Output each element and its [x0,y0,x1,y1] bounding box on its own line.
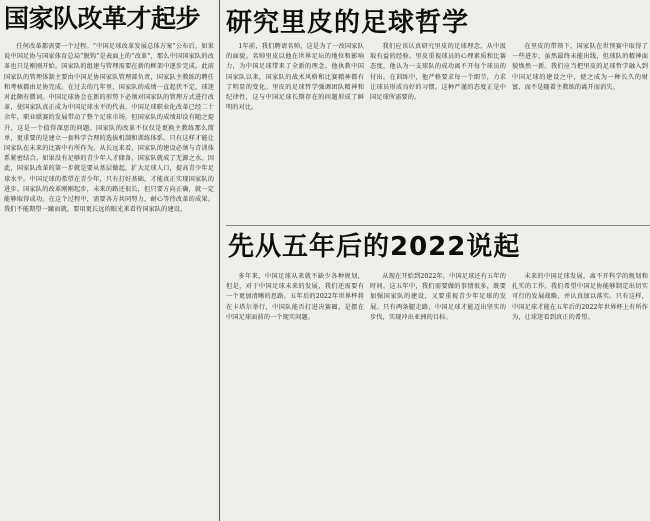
column-divider [219,0,220,521]
article-c-column-3 [512,272,648,521]
article-b-column-2 [370,42,506,222]
article-c-column-1 [226,272,364,521]
article-b-column-1 [226,42,364,222]
headline-national-team-reform: 国家队改革才起步 [4,4,201,33]
headline-2022-five-years: 先从五年后的2022说起 [228,232,521,262]
article-b-body-1: 1年前，我们聘请名帅，这是为了一改国家队的面貌。名帅里皮以他在世界足坛的地位和影响力，为中国足球带来了全新的理念。他执教中国国家队以来，国家队的战术风格和比赛精神都有了明显的变化。里皮的足球哲学强调团队精神和纪律性，这与中国足球长期存在的问题形成了鲜明的对比。 [226,43,364,112]
article-a-body: 任何改革都需要一个过程。“中国足球改革发展总体方案”公布后，如果说中国足协与国家体育总局“脱钩”是表面上的“改革”，那么中国国家队的改革也只是刚刚开始。国家队的组建与管理需要在新的框架中逐步完成。此前国家队的管理体制主要由中国足协国家队管理部负责，国家队主教练的聘任和考核都由足协完成。在过去的几年里，国家队的成绩一直起伏不定，球迷对此颇有微词。中国足球协会在新的形势下必须对国家队的管理方式进行改革，使国家队真正成为中国足球水平的代表。中国足球职业化改革已经二十余年，职业联赛的发展带动了整个足球市场，但国家队的成绩却没有随之提升，这是一个值得深思的问题。国家队的改革不仅仅是更换主教练那么简单，更重要的是建立一套科学合理的选拔机制和训练体系。只有这样才能让国家队在未来的比赛中有所作为。从长远来看，国家队的建设必须与青训体系紧密结合。如果没有足够的青少年人才储备，国家队就成了无源之水。因此，国家队改革的第一步就是要从基层做起，扩大足球人口，提高青少年足球水平。中国足球的希望在青少年，只有打好基础，才能真正实现国家队的进步。国家队的改革刚刚起步，未来的路还很长，但只要方向正确，就一定能够取得成功。在这个过程中，需要各方共同努力，耐心等待改革的成果。我们不能期望一蹴而就，要用更长远的眼光来看待国家队的建设。 [4,43,214,214]
article-b-column-3 [512,42,648,222]
article-a-column-1 [4,42,214,521]
article-c-column-2 [370,272,506,521]
article-c-body-3: 未来的中国足球发展，离不开科学的规划和扎实的工作。我们希望中国足协能够制定出切实可行的发展战略，并认真加以落实。只有这样，中国足球才能在五年后的2022年世界杯上有所作为，让球迷看到真正的希望。 [512,273,648,321]
article-b-body-2: 我们应该认真研究里皮的足球理念，从中汲取有益的经验。里皮重视球员的心理素质和比赛态度，他认为一支球队的成功离不开每个球员的付出。在训练中，他严格要求每一个细节，力求让球员形成良好的习惯。这种严谨的态度正是中国足球所需要的。 [370,43,506,102]
section-divider [226,225,650,226]
article-c-body-1: 多年来，中国足球从来就不缺少各种规划，但是，对于中国足球未来的发展，我们还需要有一个更加清晰的思路。五年后的2022年世界杯将在卡塔尔举行，中国队能否打进决赛圈，是摆在中国足球面前的一个现实问题。 [226,273,364,321]
headline-lippi-philosophy: 研究里皮的足球哲学 [226,8,470,38]
article-c-body-2: 从现在开始到2022年，中国足球还有五年的时间。这五年中，我们需要做的事情很多，既要加强国家队的建设，又要重视青少年足球的发展。只有两条腿走路，中国足球才能迈出坚实的步伐，实现冲出亚洲的目标。 [370,273,506,321]
article-b-body-3: 在里皮的带领下，国家队在世预赛中取得了一些进步，虽然最终未能出线，但球队的精神面貌焕然一新。我们应当把里皮的足球哲学融入到中国足球的建设之中，使之成为一种长久的财富，而不是随着主教练的离开而消失。 [512,43,648,91]
